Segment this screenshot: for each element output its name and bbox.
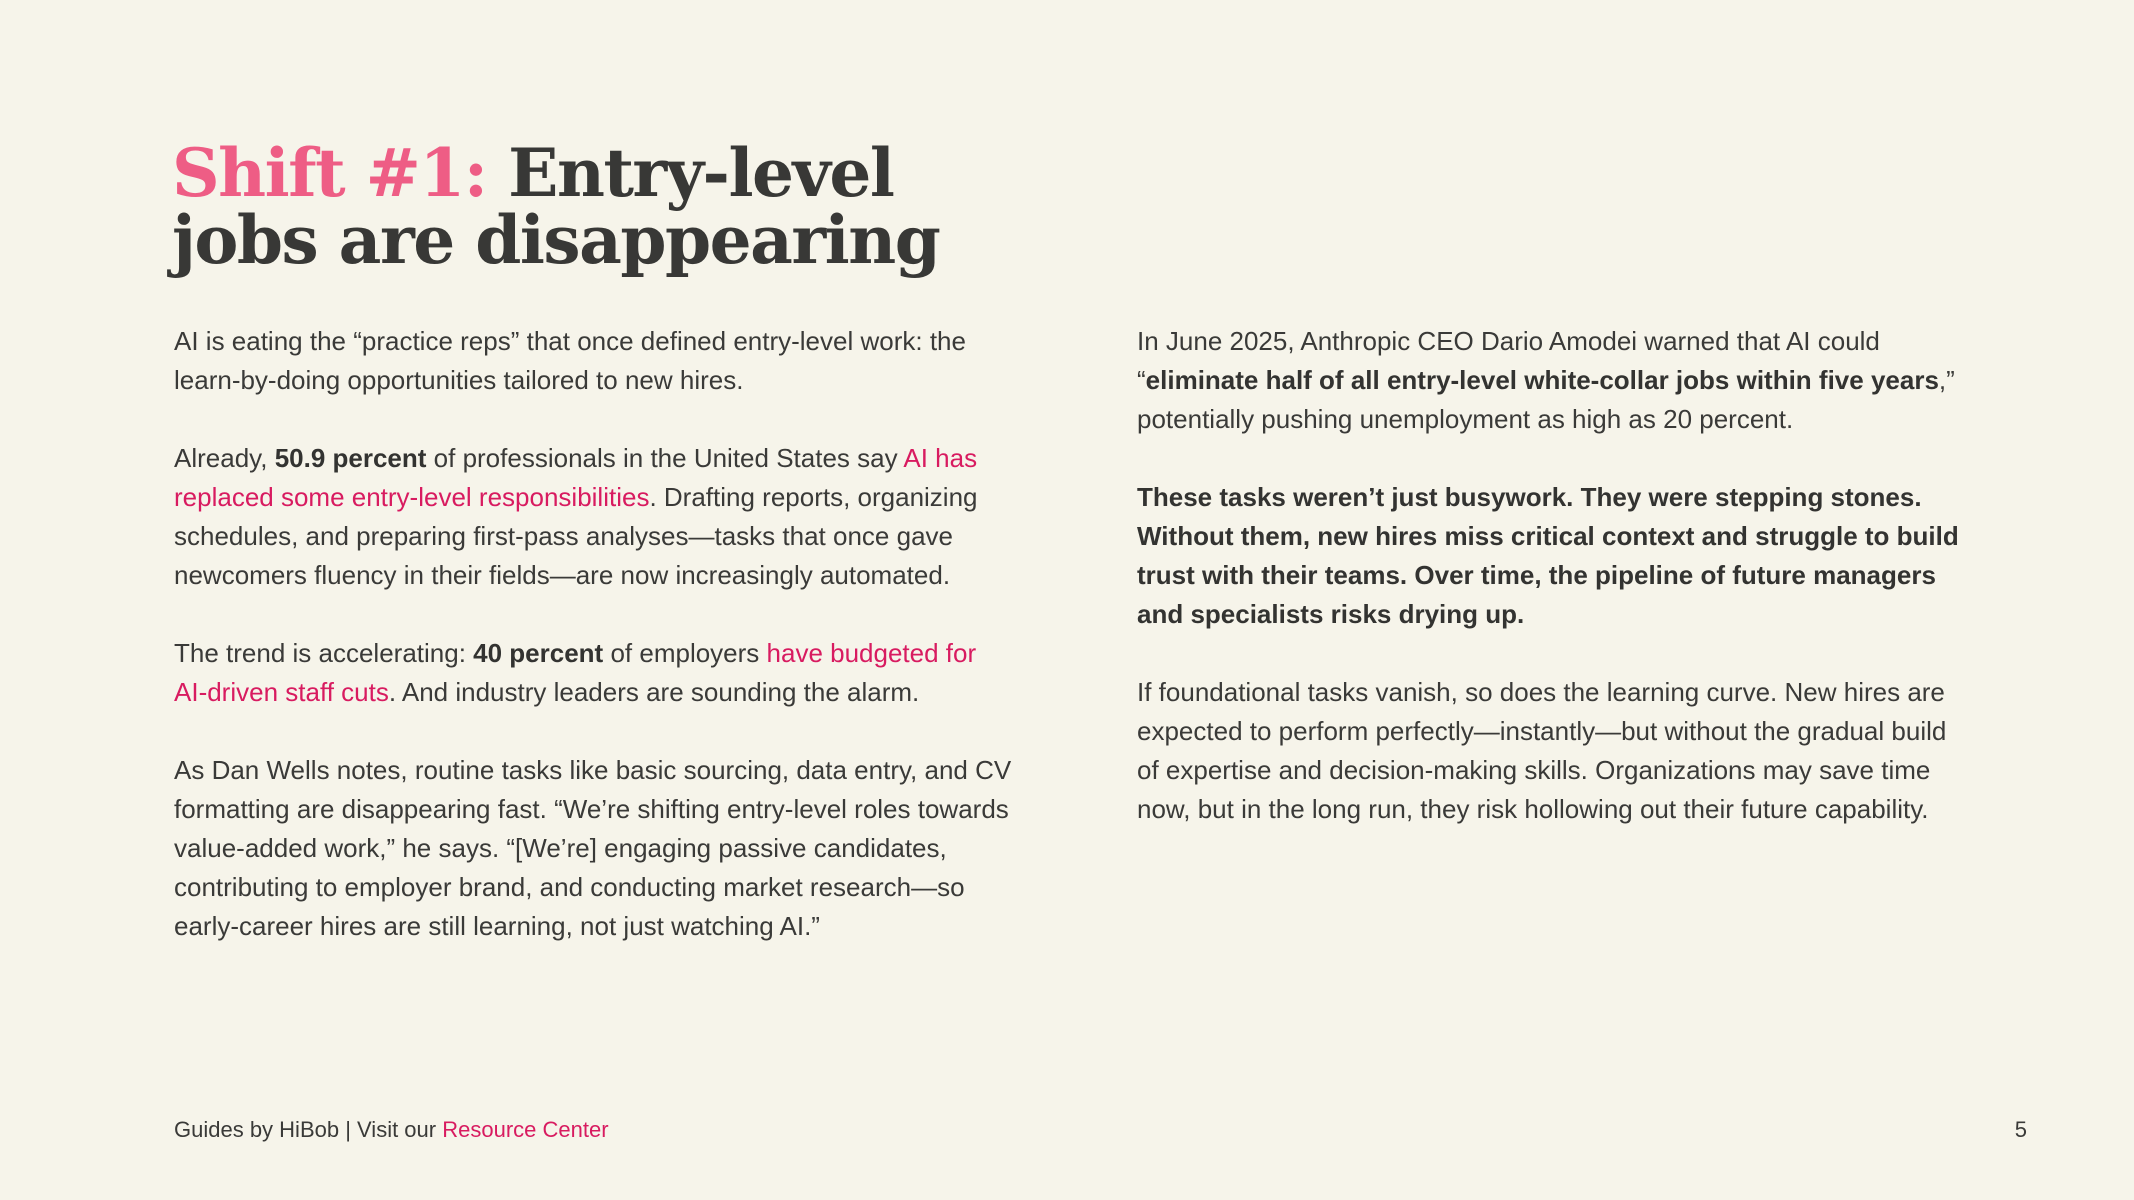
text-segment: ,” potentially pushing unemployment as high as 20 percent. <box>1137 365 1955 434</box>
page-title <box>172 134 1072 279</box>
page-number: 5 <box>2014 1117 2027 1142</box>
footer <box>174 1115 609 1145</box>
text-segment: of professionals in the United States say <box>426 443 904 473</box>
title-main-line2: jobs are disappearing <box>172 201 940 279</box>
title-main-line1: Entry-level <box>486 134 894 212</box>
stat-40-percent: 40 percent <box>473 638 604 668</box>
title-shift-label: Shift #1: <box>172 134 487 212</box>
resource-center-link[interactable]: Resource Center <box>442 1117 609 1142</box>
left-paragraph-4: As Dan Wells notes, routine tasks like basic sourcing, data entry, and CV formatting are disappearing fast. “We’re shifting entry-level roles towards value-added work,” he says. “[We’re] engaging passive candidates, contributing to employer brand, and conducting market research—so early-career hires are still learning, not just watching AI.” <box>174 755 1012 941</box>
link-budgeted-staff-cuts[interactable]: have budgeted for AI-driven staff cuts <box>174 638 977 707</box>
text-segment: of employers <box>603 638 767 668</box>
right-paragraph-1 <box>1137 322 1967 439</box>
link-eliminate-half-jobs[interactable]: eliminate half of all entry-level white-collar jobs within five years <box>1145 365 1939 395</box>
stat-50-9-percent: 50.9 percent <box>274 443 427 473</box>
left-column <box>174 322 1014 985</box>
text-segment: In June 2025, Anthropic CEO Dario Amodei warned that AI could “ <box>1137 326 1880 395</box>
left-paragraph-2 <box>174 439 1014 595</box>
text-segment: . Drafting reports, organizing schedules, and preparing first-pass analyses—tasks that once gave newcomers fluency in their fields—are now increasingly automated. <box>174 482 978 590</box>
footer-text: Guides by HiBob | Visit our <box>174 1117 443 1142</box>
text-segment: The trend is accelerating: <box>174 638 474 668</box>
left-paragraph-1: AI is eating the “practice reps” that once defined entry-level work: the learn-by-doing opportunities tailored to new hires. <box>174 326 966 395</box>
text-segment: . And industry leaders are sounding the alarm. <box>388 677 920 707</box>
right-paragraph-3: If foundational tasks vanish, so does the learning curve. New hires are expected to perform perfectly—instantly—but without the gradual build of expertise and decision-making skills. Organizations may save time now, but in the long run, they risk hollowing out their future capability. <box>1137 677 1947 824</box>
right-paragraph-2-emphasis: These tasks weren’t just busywork. They were stepping stones. Without them, new hires miss critical context and struggle to build trust with their teams. Over time, the pipeline of future managers and specialists risks drying up. <box>1137 482 1959 629</box>
right-column <box>1137 322 1967 868</box>
link-ai-replaced-responsibilities[interactable]: AI has replaced some entry-level responsibilities <box>174 443 978 512</box>
text-segment: Already, <box>174 443 275 473</box>
left-paragraph-3 <box>174 634 1014 712</box>
